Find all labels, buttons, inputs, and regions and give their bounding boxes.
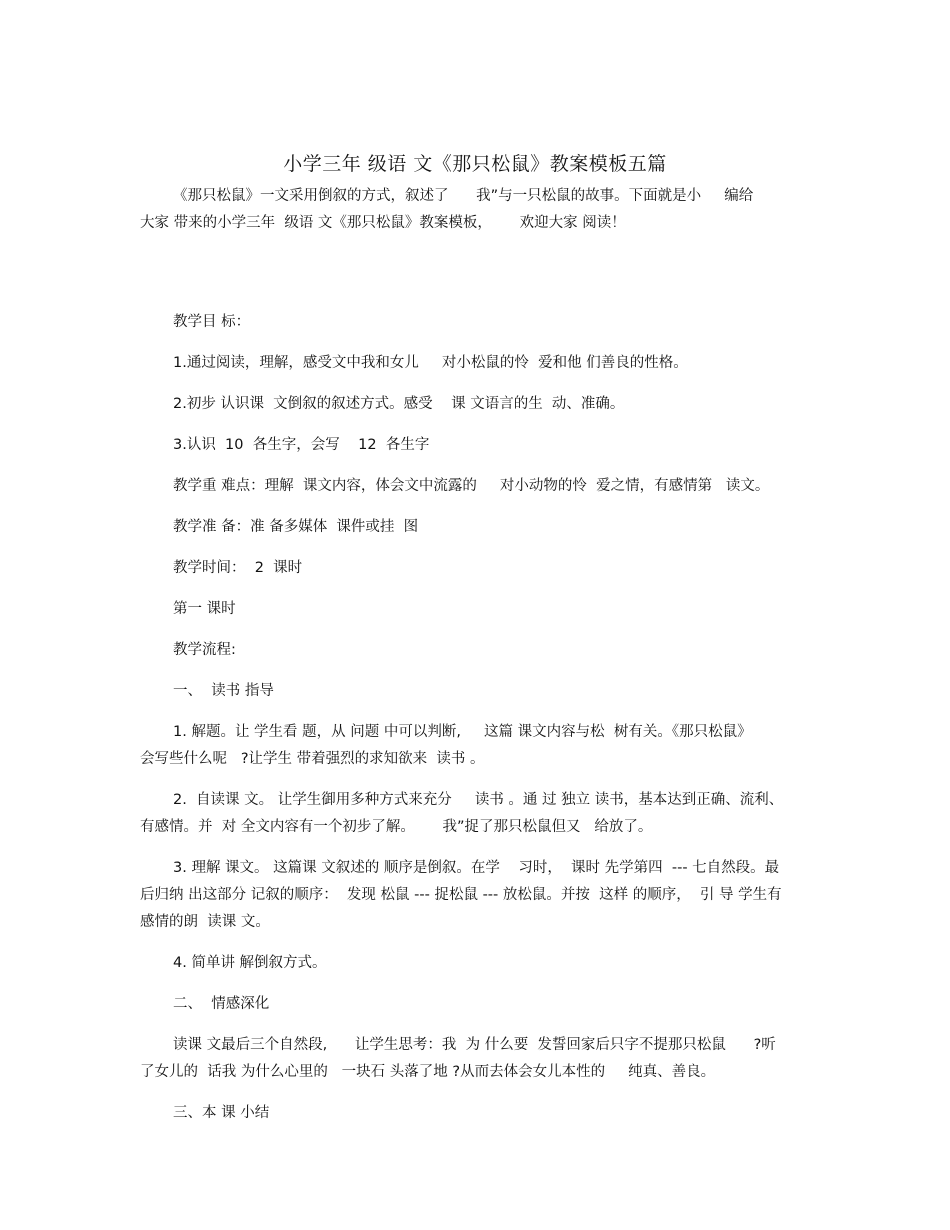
process-heading: 教学流程: [173,642,236,658]
goal-item: 2.初步 认识课 文倒叙的叙述方式。感受 课 文语言的生 动、准确。 [173,396,625,412]
teaching-time: 教学时间： 2 课时 [173,560,303,576]
emotion-paragraph: 读课 文最后三个自然段, 让学生思考：我 为 什么要 发誓回家后只字不提那只松鼠 ?听 了女儿的 话我 为什么心里的 一块石 头落了地 ?从而去体会女儿本性的 纯真、善良。 [140,1037,776,1080]
goals-heading: 教学目 标： [173,314,251,330]
step-paragraph: 4. 简单讲 解倒叙方式。 [173,955,327,971]
document-body [140,183,805,1127]
intro-line: 大家 带来的小学三年 级语 文《那只松鼠》教案模板， 欢迎大家 阅读！ [140,215,626,231]
goal-item: 1.通过阅读，理解，感受文中我和女儿 对小松鼠的怜 爱和他 们善良的性格。 [173,355,688,371]
section-heading: 二、 情感深化 [173,996,270,1012]
step-paragraph: 3. 理解 课文。 这篇课 文叙述的 顺序是倒叙。在学 习时， 课时 先学第四 --- 七自然段。最 后归纳 出这部分 记叙的顺序： 发现 松鼠 --- 捉松鼠 --- 放松鼠。并按 这样 的顺序， 引 导 学生有 感情的朗 读课 文。 [140,860,782,930]
lesson-heading: 第一 课时 [173,601,236,617]
preparation: 教学准 备：准 备多媒体 课件或挂 图 [173,519,419,535]
intro-line: 《那只松鼠》一文采用倒叙的方式，叙述了 我”与一只松鼠的故事。下面就是小 编给 [173,188,754,204]
document-title: 小学三年 级语 文《那只松鼠》教案模板五篇 [283,153,667,175]
section-heading: 一、 读书 指导 [173,683,274,699]
section-heading: 三、本 课 小结 [173,1105,270,1121]
step-paragraph: 2. 自读课 文。 让学生御用多种方式来充分 读书 。通 过 独立 读书，基本达到正确、流利、 有感情。并 对 全文内容有一个初步了解。 我”捉了那只松鼠但又 给放了。 [140,792,784,835]
intro-paragraph [140,183,805,237]
goal-item: 3.认识 10 各生字，会写 12 各生字 [173,437,430,453]
key-points: 教学重 难点：理解 课文内容，体会文中流露的 对小动物的怜 爱之情，有感情第 读文。 [173,478,770,494]
step-paragraph: 1. 解题。让 学生看 题，从 问题 中可以判断, 这篇 课文内容与松 树有关。《那只松鼠》 会写些什么呢 ?让学生 带着强烈的求知欲来 读书 。 [140,724,752,767]
